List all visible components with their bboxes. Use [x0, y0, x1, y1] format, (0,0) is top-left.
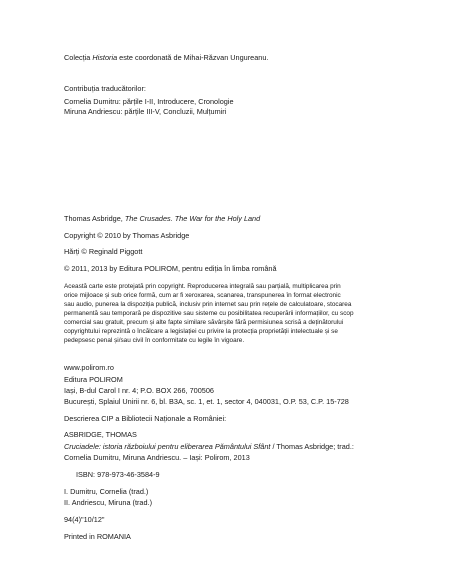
- maps-credit: Hărți © Reginald Piggott: [64, 247, 143, 256]
- cip-author: ASBRIDGE, THOMAS: [64, 430, 137, 439]
- translator-line: Miruna Andriescu: părțile III-V, Concluzii, Mulțumiri: [64, 107, 227, 116]
- series-coordination-line: Colecția Historia este coordonată de Mihai-Răzvan Ungureanu.: [64, 53, 269, 62]
- cip-entry: I. Dumitru, Cornelia (trad.): [64, 487, 149, 496]
- original-title-line: Thomas Asbridge, The Crusades. The War for the Holy Land: [64, 214, 261, 223]
- cip-entry: II. Andriescu, Miruna (trad.): [64, 498, 153, 507]
- publisher-address: Iași, B-dul Carol I nr. 4; P.O. BOX 266, 700506: [64, 386, 214, 395]
- publisher-address: București, Splaiul Unirii nr. 6, bl. B3A, sc. 1, et. 1, sector 4, 040031, O.P. 53, C.P. 15-728: [64, 397, 349, 406]
- copyright-line: Copyright © 2010 by Thomas Asbridge: [64, 231, 190, 240]
- edition-copyright: © 2011, 2013 by Editura POLIROM, pentru ediția în limba română: [64, 264, 277, 273]
- cip-classification: 94(4)"10/12": [64, 515, 105, 524]
- printed-in: Printed in ROMANIA: [64, 532, 131, 541]
- cip-heading: Descrierea CIP a Bibliotecii Naționale a României:: [64, 414, 227, 423]
- translator-line: Cornelia Dumitru: părțile I-II, Introducere, Cronologie: [64, 97, 234, 106]
- publisher-website: www.polirom.ro: [64, 363, 114, 372]
- notice-line: Această carte este protejată prin copyright. Reproducerea integrală sau parțială, multiplicarea prin: [64, 283, 341, 290]
- notice-line: sau audio, punerea la dispoziția publică, inclusiv prin internet sau prin rețele de calculatoare, stocarea: [64, 301, 352, 308]
- notice-line: copyrightului reprezintă o încălcare a legislației cu privire la protecția proprietății intelectuale și se: [64, 328, 338, 335]
- notice-line: pedepsesc penal și/sau civil în conformitate cu legile în vigoare.: [64, 337, 245, 344]
- publisher-name: Editura POLIROM: [64, 375, 123, 384]
- notice-line: permanentă sau temporară pe dispozitive sau sisteme cu posibilitatea recuperării informațiilor, cu scop: [64, 310, 354, 317]
- cip-title-line: Cornelia Dumitru, Miruna Andriescu. – Iași: Polirom, 2013: [64, 453, 250, 462]
- series-name: Historia: [92, 53, 118, 62]
- notice-line: orice mijloace și sub orice formă, cum ar fi xeroxarea, scanarea, transpunerea în format electronic: [64, 292, 341, 299]
- notice-line: comercial sau gratuit, precum și alte fapte similare săvârșite fără permisiunea scrisă a deținătorului: [64, 319, 344, 326]
- translators-heading: Contribuția traducătorilor:: [64, 84, 146, 93]
- cip-isbn: ISBN: 978-973-46-3584-9: [76, 470, 160, 479]
- cip-title-line: Cruciadele: istoria războiului pentru eliberarea Pământului Sfânt / Thomas Asbridge; trad.:: [64, 442, 354, 451]
